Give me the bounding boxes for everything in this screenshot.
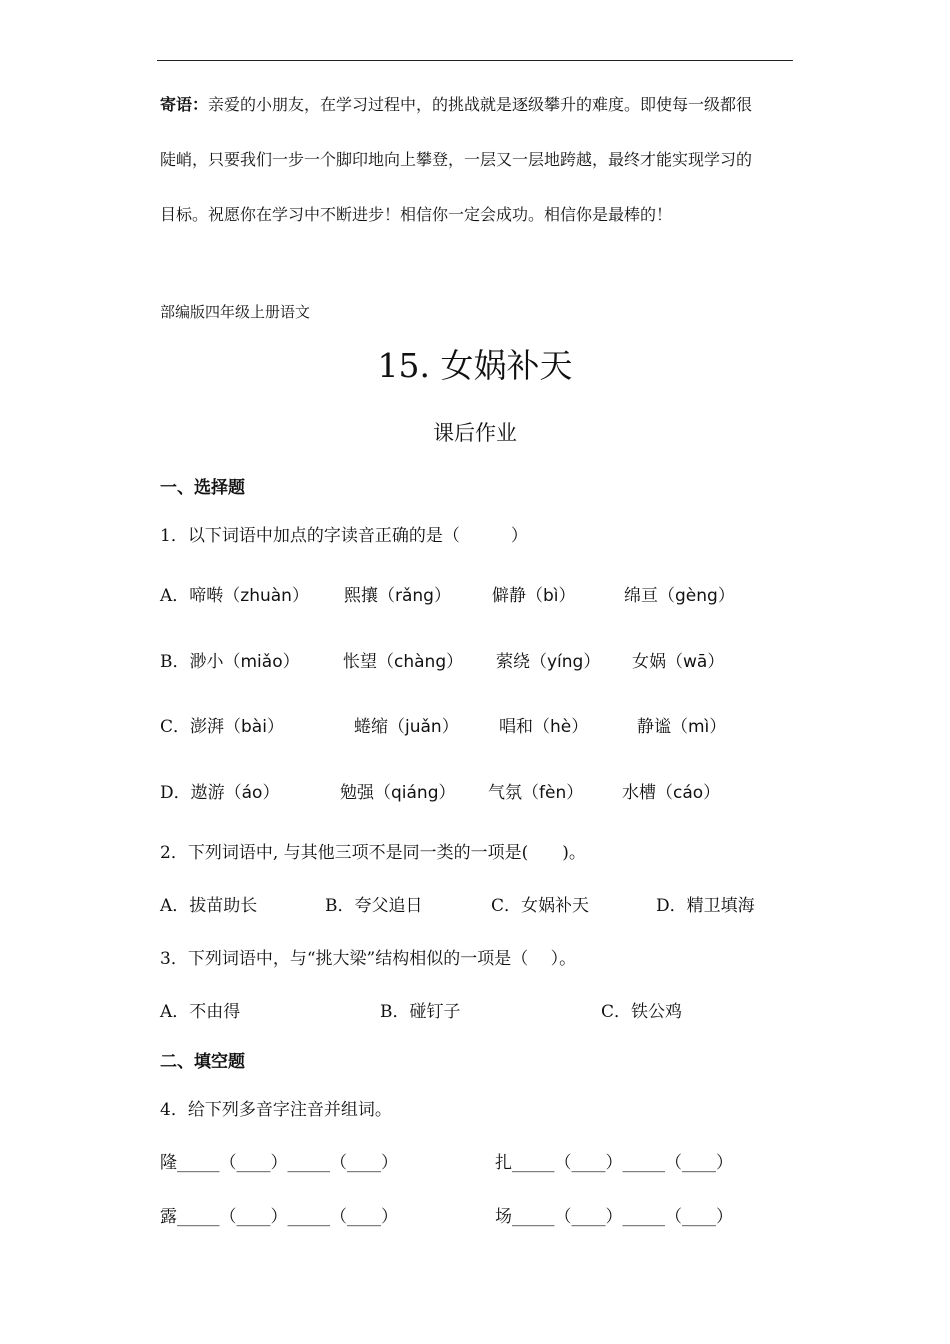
intro-label: 寄语：: [160, 95, 209, 114]
header-rule: [157, 60, 793, 61]
q1-option-a-1: A．啼啭（zhuàn）: [160, 586, 309, 606]
q1-option-c-2: 蜷缩（juǎn）: [354, 717, 459, 737]
q3-option-b: B．碰钉子: [380, 1002, 461, 1022]
q1-option-b-3: 萦绕（yíng）: [496, 652, 601, 672]
q2-option-c: C．女娲补天: [491, 896, 590, 916]
section-heading-choice: 一、选择题: [160, 478, 245, 498]
q1-option-c-3: 唱和（hè）: [499, 717, 589, 737]
q4-item-long: 隆_____（____）_____（____）: [160, 1153, 398, 1173]
question-4-stem: 4．给下列多音字注音并组词。: [160, 1100, 392, 1120]
q1-option-a-4: 绵亘（gèng）: [624, 586, 735, 606]
q1-option-b-4: 女娲（wā）: [632, 652, 725, 672]
q4-item-chang: 场_____（____）_____（____）: [495, 1207, 733, 1227]
question-3-stem: 3．下列词语中，与“挑大梁”结构相似的一项是（ ）。: [160, 949, 577, 969]
q1-option-c-4: 静谧（mì）: [637, 717, 727, 737]
q1-option-b-2: 怅望（chàng）: [343, 652, 464, 672]
q1-option-d-3: 气氛（fèn）: [488, 783, 584, 803]
q3-option-c: C．铁公鸡: [601, 1002, 683, 1022]
q2-option-b: B．夸父追日: [325, 896, 423, 916]
q3-option-a: A．不由得: [160, 1002, 241, 1022]
question-2-stem: 2．下列词语中, 与其他三项不是同一类的一项是( )。: [160, 843, 586, 863]
q1-option-b-1: B．渺小（miǎo）: [160, 652, 300, 672]
q1-option-d-2: 勉强（qiáng）: [340, 783, 456, 803]
question-1-stem: 1．以下词语中加点的字读音正确的是（ ）: [160, 526, 528, 546]
section-heading-fill: 二、填空题: [160, 1052, 245, 1072]
q4-item-lu: 露_____（____）_____（____）: [160, 1207, 398, 1227]
q1-option-a-3: 僻静（bì）: [492, 586, 576, 606]
q1-option-d-1: D．遨游（áo）: [160, 783, 280, 803]
q1-option-c-1: C．澎湃（bài）: [160, 717, 284, 737]
intro-line-3: 目标。祝愿你在学习中不断进步！相信你一定会成功。相信你是最棒的！: [160, 205, 673, 224]
page-title: 15. 女娲补天: [377, 346, 573, 385]
q2-option-d: D．精卫填海: [656, 896, 755, 916]
subject-label: 部编版四年级上册语文: [160, 303, 311, 321]
intro-line-1: 寄语：亲爱的小朋友，在学习过程中，的挑战就是逐级攀升的难度。即使每一级都很: [160, 95, 753, 114]
q2-option-a: A．拔苗助长: [160, 896, 258, 916]
page-subtitle: 课后作业: [433, 421, 517, 445]
q1-option-a-2: 熙攘（rǎng）: [344, 586, 451, 606]
q4-item-zha: 扎_____（____）_____（____）: [495, 1153, 733, 1173]
q1-option-d-4: 水槽（cáo）: [622, 783, 721, 803]
intro-line-2: 陡峭，只要我们一步一个脚印地向上攀登，一层又一层地跨越，最终才能实现学习的: [160, 150, 753, 169]
